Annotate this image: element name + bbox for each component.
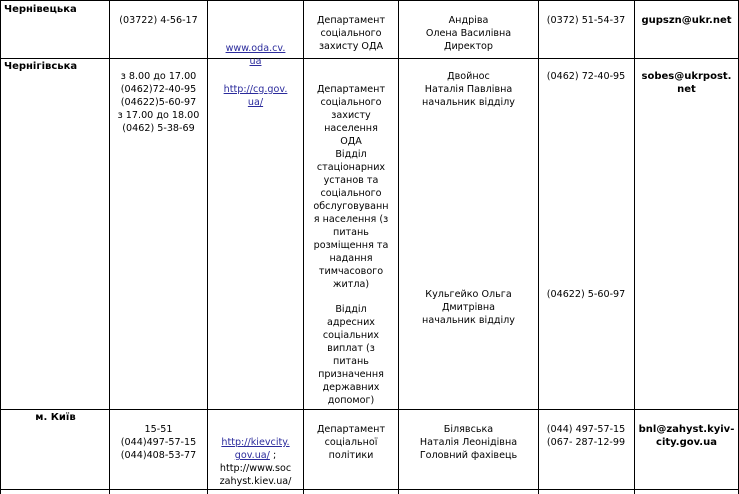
table-border xyxy=(0,58,739,59)
website-link-wrap xyxy=(209,70,302,109)
contact-person: Двойнос Наталія Павлівна начальник відділу xyxy=(422,71,515,108)
table-border xyxy=(0,0,739,1)
region-name: м. Київ xyxy=(35,412,76,423)
sub-department-stationary: Відділ стаціонарних установ та соціального обслуговуванн я населення (з питань розміщення та надання тимчасового житла) xyxy=(313,149,389,290)
contact-person: Андріва Олена Василівна Директор xyxy=(425,15,512,52)
hotline-phones: (03722) 4-56-17 xyxy=(119,15,198,26)
website-links xyxy=(209,423,302,488)
contact-phone-2: (04622) 5-60-97 xyxy=(546,289,626,300)
table-border xyxy=(0,489,739,490)
table-border xyxy=(634,0,635,494)
department-name: Департамент соціальної політики xyxy=(316,424,386,461)
table-border xyxy=(0,0,1,494)
department-name xyxy=(304,70,398,291)
contact-phone: (044) 497-57-15 (067- 287-12-99 xyxy=(546,424,626,448)
website-link[interactable]: www.oda.cv. ua xyxy=(225,43,286,67)
table-border xyxy=(207,0,208,494)
table-border xyxy=(0,409,739,410)
contact-phone: (0462) 72-40-95 xyxy=(546,71,626,82)
contact-person-2: Кульгейко Ольга Дмитрівна начальник відділу xyxy=(422,289,515,326)
email-address: sobes@ukrpost. net xyxy=(641,71,732,95)
hotline-phones: з 8.00 до 17.00 (0462)72-40-95 (04622)5-60-97 з 17.00 до 18.00 (0462) 5-38-69 xyxy=(117,71,200,134)
contact-person: Білявська Наталія Леонідівна Головний фахівець xyxy=(419,424,518,461)
region-name: Чернівецька xyxy=(4,4,77,15)
sub-department-payments: Відділ адресних соціальних виплат (з питань призначення державних допомог) xyxy=(318,304,384,406)
contact-phone: (0372) 51-54-37 xyxy=(546,15,626,26)
email-address: gupszn@ukr.net xyxy=(641,15,732,26)
website-link[interactable]: http://kievcity. gov.ua/ xyxy=(221,437,290,461)
hotline-phones: 15-51 (044)497-57-15 (044)408-53-77 xyxy=(120,424,197,461)
department-name: Департамент соціального захисту ОДА xyxy=(316,15,386,52)
website-link[interactable]: http://cg.gov. ua/ xyxy=(223,84,288,108)
website-link-wrap xyxy=(209,29,302,68)
region-name: Чернігівська xyxy=(4,61,78,72)
table-border xyxy=(109,0,110,494)
website-separator: ; xyxy=(269,450,277,461)
department-title: Департамент соціального захисту населення ОДА xyxy=(316,84,386,147)
email-address: bnl@zahyst.kyiv- city.gov.ua xyxy=(638,424,735,448)
website-extra: http://www.soc zahyst.kiev.ua/ xyxy=(219,463,292,487)
